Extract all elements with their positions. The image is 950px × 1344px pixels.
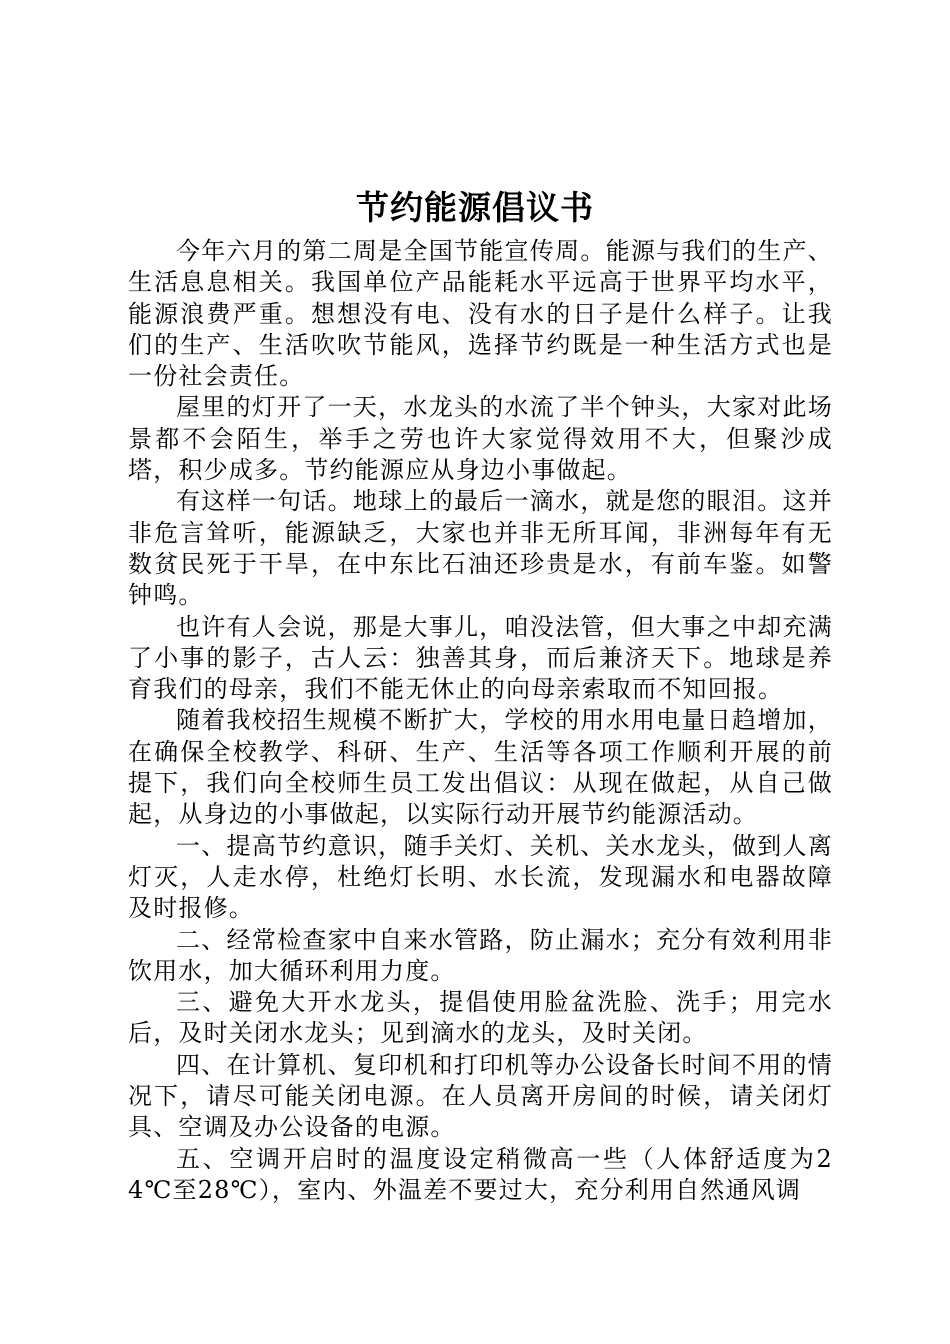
paragraph-lights-water: 屋里的灯开了一天，水龙头的水流了半个钟头，大家对此场景都不会陌生，举手之劳也许大家觉得效用不大，但聚沙成塔，积少成多。节约能源应从身边小事做起。 — [128, 393, 833, 485]
paragraph-item-1: 一、提高节约意识，随手关灯、关机、关水龙头，做到人离灯灭，人走水停，杜绝灯长明、水长流，发现漏水和电器故障及时报修。 — [128, 831, 833, 923]
paragraph-item-5: 五、空调开启时的温度设定稍微高一些（人体舒适度为24℃至28℃），室内、外温差不要过大，充分利用自然通风调 — [128, 1144, 833, 1204]
paragraph-school-initiative: 随着我校招生规模不断扩大，学校的用水用电量日趋增加，在确保全校教学、科研、生产、生活等各项工作顺利开展的前提下，我们向全校师生员工发出倡议：从现在做起，从自己做起，从身边的小事做起，以实际行动开展节约能源活动。 — [128, 706, 833, 829]
paragraph-last-drop: 有这样一句话。地球上的最后一滴水，就是您的眼泪。这并非危言耸听，能源缺乏，大家也并非无所耳闻，非洲每年有无数贫民死于干旱，在中东比石油还珍贵是水，有前车鉴。如警钟鸣。 — [128, 487, 833, 610]
document-body — [128, 236, 833, 1206]
paragraph-small-matters: 也许有人会说，那是大事儿，咱没法管，但大事之中却充满了小事的影子，古人云：独善其身，而后兼济天下。地球是养育我们的母亲，我们不能无休止的向母亲索取而不知回报。 — [128, 612, 833, 704]
paragraph-item-2: 二、经常检查家中自来水管路，防止漏水；充分有效利用非饮用水，加大循环利用力度。 — [128, 925, 833, 985]
document-title: 节约能源倡议书 — [356, 188, 594, 227]
paragraph-intro: 今年六月的第二周是全国节能宣传周。能源与我们的生产、生活息息相关。我国单位产品能耗水平远高于世界平均水平，能源浪费严重。想想没有电、没有水的日子是什么样子。让我们的生产、生活吹吹节能风，选择节约既是一种生活方式也是一份社会责任。 — [128, 237, 833, 391]
paragraph-item-4: 四、在计算机、复印机和打印机等办公设备长时间不用的情况下，请尽可能关闭电源。在人员离开房间的时候，请关闭灯具、空调及办公设备的电源。 — [128, 1050, 833, 1142]
paragraph-item-3: 三、避免大开水龙头，提倡使用脸盆洗脸、洗手；用完水后，及时关闭水龙头；见到滴水的龙头，及时关闭。 — [128, 988, 833, 1048]
